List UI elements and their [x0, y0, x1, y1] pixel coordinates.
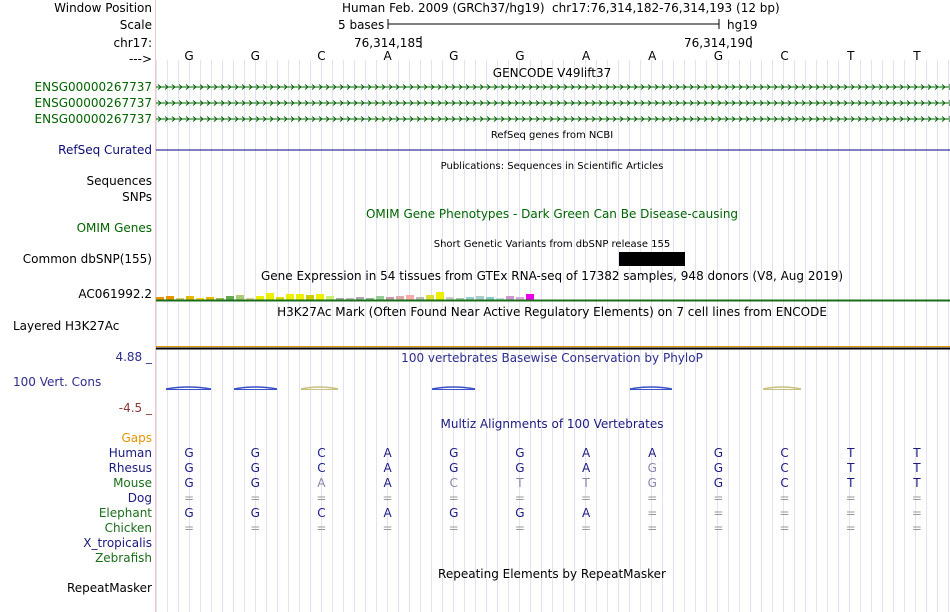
gtex-bar — [526, 294, 534, 300]
alignment-base: C — [780, 476, 789, 490]
repeatmasker-track-title: Repeating Elements by RepeatMasker — [438, 567, 666, 581]
alignment-base: = — [845, 491, 856, 505]
alignment-base: C — [780, 446, 789, 460]
alignment-base: A — [581, 446, 591, 460]
publications-track-title: Publications: Sequences in Scientific Articles — [440, 161, 664, 172]
alignment-base: = — [184, 521, 195, 535]
alignment-base: G — [515, 461, 525, 475]
gtex-bar — [476, 296, 484, 300]
track-area — [156, 0, 950, 612]
phylop-mark — [763, 387, 801, 389]
track-label-elephant[interactable]: Elephant — [98, 506, 152, 520]
gtex-bar — [226, 296, 234, 300]
alignment-base: = — [581, 521, 592, 535]
track-label-omim[interactable]: OMIM Genes — [76, 221, 152, 235]
alignment-base: C — [780, 461, 789, 475]
alignment-base: T — [913, 461, 921, 475]
alignment-base: = — [647, 521, 658, 535]
alignment-base: = — [382, 521, 393, 535]
alignment-base: = — [779, 506, 790, 520]
alignment-base: = — [911, 491, 922, 505]
base-letter: G — [515, 49, 525, 63]
alignment-base: G — [250, 476, 260, 490]
gtex-bar — [396, 296, 404, 300]
track-label-arrow[interactable]: ---> — [128, 52, 152, 66]
base-letter: G — [713, 49, 724, 63]
alignment-base: = — [184, 491, 195, 505]
multiz-track-title: Multiz Alignments of 100 Vertebrates — [440, 417, 664, 431]
gtex-bar — [406, 295, 414, 300]
alignment-base: T — [847, 476, 855, 490]
alignment-base: C — [317, 506, 326, 520]
alignment-base: A — [317, 476, 326, 490]
alignment-base: = — [514, 521, 525, 535]
alignment-base: A — [581, 506, 591, 520]
gtex-bar — [436, 292, 444, 300]
alignment-base: G — [713, 461, 724, 475]
phylop-mark — [301, 387, 338, 389]
alignment-base: = — [911, 521, 922, 535]
alignment-base: A — [648, 446, 657, 460]
alignment-base: = — [647, 491, 658, 505]
alignment-base: G — [515, 446, 525, 460]
gtex-track-title: Gene Expression in 54 tissues from GTEx RNA-seq of 17382 samples, 948 donors (V8, Aug 2019) — [260, 269, 844, 283]
alignment-base: = — [448, 521, 459, 535]
track-label-phylop_min[interactable]: -4.5 _ — [118, 401, 152, 415]
dbsnp-variant-box — [619, 252, 685, 266]
track-label-ensg1[interactable]: ENSG00000267737 — [34, 80, 152, 94]
alignment-base: A — [383, 476, 392, 490]
gtex-bar — [426, 295, 434, 300]
base-letter: T — [847, 49, 855, 63]
gtex-bar — [236, 295, 244, 300]
gtex-bar — [506, 296, 514, 300]
alignment-base: = — [316, 491, 327, 505]
gtex-bar — [286, 294, 294, 300]
alignment-base: G — [184, 461, 194, 475]
alignment-base: = — [448, 491, 459, 505]
alignment-base: = — [647, 506, 658, 520]
omim-track-title: OMIM Gene Phenotypes - Dark Green Can Be Disease-causing — [365, 207, 739, 221]
alignment-base: = — [845, 521, 856, 535]
alignment-base: = — [779, 521, 790, 535]
gtex-bar — [376, 296, 384, 300]
track-label-ac061992[interactable]: AC061992.2 — [78, 287, 152, 301]
alignment-base: C — [317, 446, 326, 460]
alignment-base: G — [647, 476, 657, 490]
alignment-base: = — [581, 491, 592, 505]
alignment-base: T — [913, 446, 921, 460]
base-letter: C — [780, 49, 789, 63]
gtex-bar — [326, 296, 334, 300]
alignment-base: C — [449, 476, 458, 490]
alignment-base: = — [713, 506, 724, 520]
track-label-ensg2[interactable]: ENSG00000267737 — [34, 96, 152, 110]
track-label-dbsnp[interactable]: Common dbSNP(155) — [22, 252, 152, 266]
window-position: chr17:76,314,182-76,314,193 (12 bp) — [552, 1, 780, 15]
alignment-base: G — [250, 446, 260, 460]
alignment-base: = — [713, 521, 724, 535]
track-label-refseq[interactable]: RefSeq Curated — [58, 143, 152, 157]
alignment-base: C — [317, 461, 326, 475]
track-label-xtrop[interactable]: X_tropicalis — [83, 536, 152, 550]
alignment-base: A — [383, 461, 392, 475]
alignment-base: G — [713, 476, 724, 490]
alignment-base: T — [913, 476, 921, 490]
alignment-base: = — [250, 521, 261, 535]
alignment-base: G — [647, 461, 657, 475]
alignment-base: G — [184, 446, 194, 460]
track-label-gaps[interactable]: Gaps — [121, 431, 152, 445]
base-letter: A — [648, 49, 657, 63]
track-label-chrom[interactable]: chr17: — [113, 36, 152, 50]
track-label-sequences[interactable]: Sequences — [86, 174, 152, 188]
track-label-rhesus[interactable]: Rhesus — [108, 461, 152, 475]
track-label-snps[interactable]: SNPs — [122, 190, 152, 204]
alignment-base: A — [383, 506, 392, 520]
alignment-base: = — [514, 491, 525, 505]
gtex-bar — [186, 296, 194, 300]
coordinate-right: 76,314,190 — [684, 36, 753, 50]
base-letter: T — [913, 49, 921, 63]
base-letter: A — [383, 49, 392, 63]
base-letter: C — [317, 49, 326, 63]
alignment-base: G — [449, 506, 459, 520]
phylop-track-title: 100 vertebrates Basewise Conservation by PhyloP — [401, 351, 703, 365]
scale-left-label: 5 bases — [338, 18, 385, 32]
alignment-base: G — [515, 506, 525, 520]
track-label-chicken[interactable]: Chicken — [104, 521, 152, 535]
base-letter: G — [449, 49, 459, 63]
alignment-base: A — [383, 446, 392, 460]
track-label-h3k27ac[interactable]: Layered H3K27Ac — [13, 319, 120, 333]
track-label-dog[interactable]: Dog — [127, 491, 152, 505]
track-label-human[interactable]: Human — [108, 446, 152, 460]
alignment-base: T — [847, 446, 855, 460]
gtex-bar — [316, 294, 324, 300]
alignment-base: G — [449, 461, 459, 475]
track-label-window_position[interactable]: Window Position — [54, 1, 152, 15]
track-label-phylop_max[interactable]: 4.88 _ — [115, 350, 152, 364]
gtex-bar — [256, 296, 264, 300]
gencode-track-title: GENCODE V49lift37 — [492, 66, 612, 80]
alignment-base: G — [713, 446, 724, 460]
dbsnp-track-title: Short Genetic Variants from dbSNP release 155 — [433, 239, 671, 250]
assembly-title: Human Feb. 2009 (GRCh37/hg19) — [342, 1, 545, 15]
alignment-base: G — [250, 506, 260, 520]
gtex-bar — [306, 295, 314, 300]
alignment-base: G — [449, 446, 459, 460]
scale-right-label: hg19 — [727, 18, 758, 32]
base-letter: G — [250, 49, 260, 63]
alignment-base: = — [713, 491, 724, 505]
alignment-base: T — [516, 476, 524, 490]
base-letter: A — [581, 49, 591, 63]
gtex-bar — [296, 294, 304, 300]
track-label-vert_cons[interactable]: 100 Vert. Cons — [13, 375, 102, 389]
alignment-base: A — [581, 461, 591, 475]
alignment-base: G — [184, 476, 194, 490]
phylop-mark — [166, 387, 211, 389]
alignment-base: = — [779, 491, 790, 505]
alignment-base: G — [250, 461, 260, 475]
alignment-base: = — [316, 521, 327, 535]
alignment-base: G — [184, 506, 194, 520]
track-label-scale[interactable]: Scale — [119, 18, 152, 32]
alignment-base: = — [911, 506, 922, 520]
base-letter: G — [184, 49, 194, 63]
alignment-base: = — [250, 491, 261, 505]
refseq-track-title: RefSeq genes from NCBI — [490, 130, 614, 141]
track-label-repeatmasker[interactable]: RepeatMasker — [66, 581, 152, 595]
coordinate-left: 76,314,185 — [354, 36, 423, 50]
gtex-bar — [166, 296, 174, 300]
track-label-ensg3[interactable]: ENSG00000267737 — [34, 112, 152, 126]
alignment-base: T — [847, 461, 855, 475]
gtex-bar — [266, 293, 274, 300]
h3k27ac-track-title: H3K27Ac Mark (Often Found Near Active Regulatory Elements) on 7 cell lines from ENCODE — [277, 305, 827, 319]
track-label-zebrafish[interactable]: Zebrafish — [95, 551, 152, 565]
alignment-base: = — [845, 506, 856, 520]
alignment-base: = — [382, 491, 393, 505]
alignment-base: T — [582, 476, 590, 490]
track-label-mouse[interactable]: Mouse — [113, 476, 152, 490]
track-label-column — [0, 0, 154, 612]
